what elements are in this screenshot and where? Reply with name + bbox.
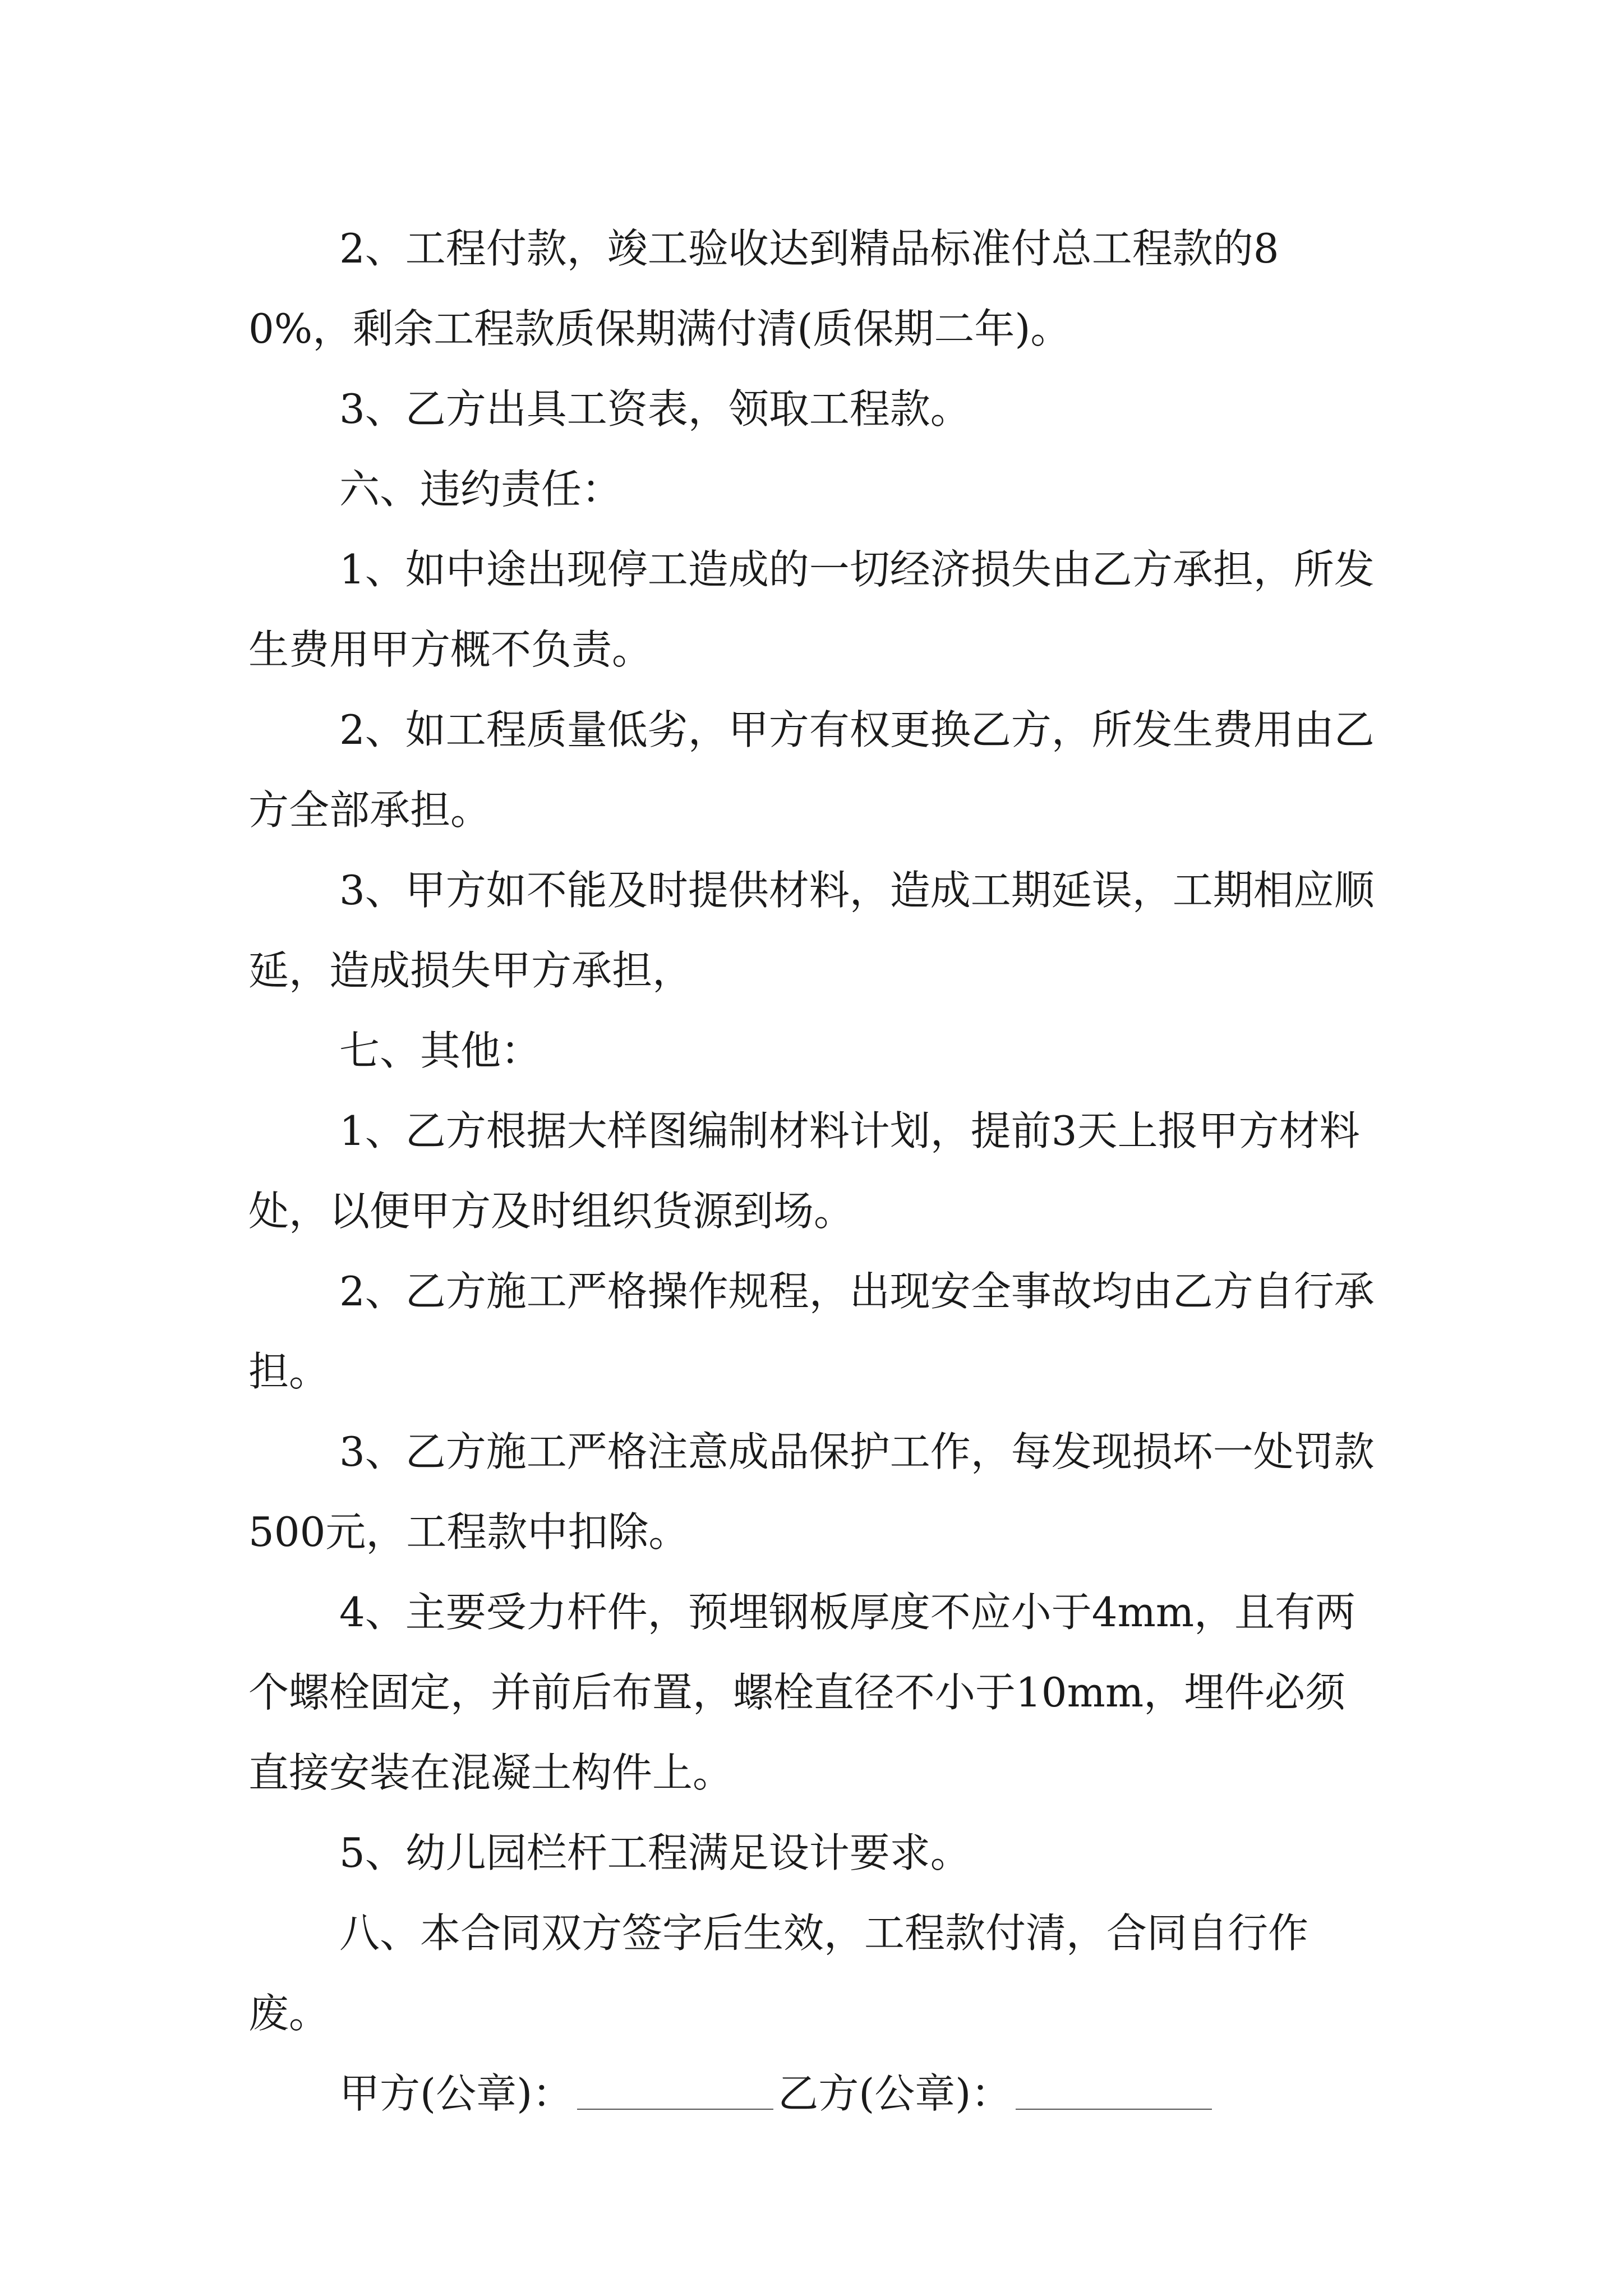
party-a-signature-blank	[577, 2109, 773, 2110]
clause-other-1: 1、乙方根据大样图编制材料计划，提前3天上报甲方材料处，以便甲方及时组织货源到场。	[248, 1107, 1360, 1235]
party-a-label: 甲方(公章)：	[339, 2070, 573, 2117]
signature-line	[248, 2054, 1376, 2134]
section-heading-other: 七、其他：	[339, 1027, 542, 1074]
clause-breach-2: 2、如工程质量低劣，甲方有权更换乙方，所发生费用由乙方全部承担。	[248, 706, 1375, 834]
clause-breach-3: 3、甲方如不能及时提供材料，造成工期延误，工期相应顺延，造成损失甲方承担，	[248, 867, 1375, 994]
contract-body	[248, 209, 1376, 2134]
party-b-label: 乙方(公章)：	[778, 2070, 1012, 2117]
clause-effective: 八、本合同双方签字后生效，工程款付清，合同自行作废。	[248, 1910, 1309, 2037]
clause-other-4: 4、主要受力杆件，预埋钢板厚度不应小于4mm，且有两个螺栓固定，并前后布置，螺栓直径不小于10mm，埋件必须直接安装在混凝土构件上。	[248, 1589, 1356, 1796]
clause-payment-3: 3、乙方出具工资表，领取工程款。	[339, 385, 971, 432]
party-b-signature-blank	[1016, 2109, 1212, 2110]
clause-other-3: 3、乙方施工严格注意成品保护工作，每发现损坏一处罚款500元，工程款中扣除。	[248, 1428, 1375, 1556]
clause-other-5: 5、幼儿园栏杆工程满足设计要求。	[339, 1829, 971, 1876]
section-heading-breach: 六、违约责任：	[339, 466, 623, 513]
clause-other-2: 2、乙方施工严格操作规程，出现安全事故均由乙方自行承担。	[248, 1268, 1375, 1395]
clause-breach-1: 1、如中途出现停工造成的一切经济损失由乙方承担，所发生费用甲方概不负责。	[248, 546, 1375, 673]
clause-payment-2: 2、工程付款，竣工验收达到精品标准付总工程款的80%，剩余工程款质保期满付清(质保期二年)。	[248, 225, 1279, 352]
